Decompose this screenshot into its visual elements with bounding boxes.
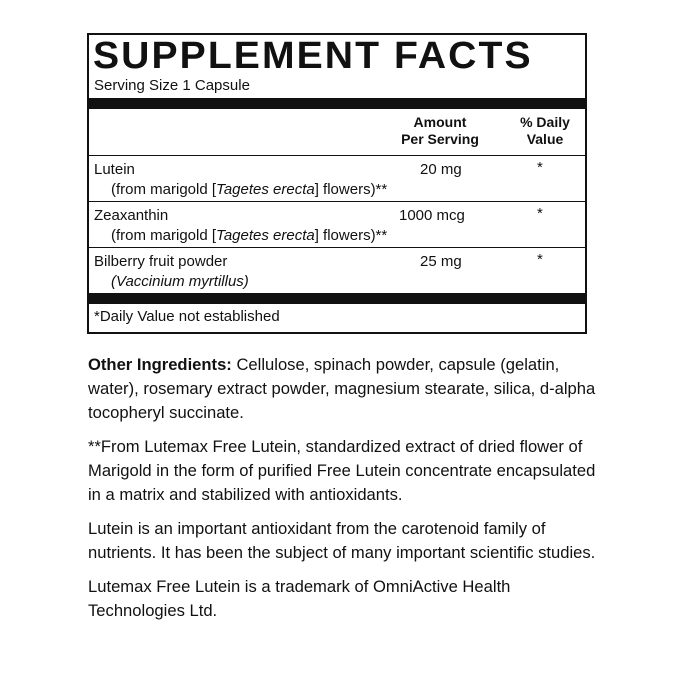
daily-value-header	[505, 114, 585, 148]
nutrient-amount: 20 mg	[420, 161, 462, 178]
lutemax-note: **From Lutemax Free Lutein, standardized extract of dried flower of Marigold in the form of purified Free Lutein concentrate encapsulated in a matrix and stabilized with antioxidants.	[88, 437, 596, 504]
nutrient-dv: *	[537, 251, 543, 268]
nutrient-name: Lutein	[94, 161, 135, 178]
nutrient-dv: *	[537, 159, 543, 176]
other-ingredients	[88, 353, 608, 425]
nutrient-amount: 25 mg	[420, 253, 462, 270]
nutrient-name: Bilberry fruit powder	[94, 253, 228, 270]
daily-value-footnote: *Daily Value not established	[94, 308, 280, 325]
supplement-facts-panel	[87, 33, 587, 334]
nutrient-source: (from marigold [Tagetes erecta] flowers)**	[111, 181, 388, 198]
label-body-text	[88, 353, 608, 633]
amount-header-line1: Amount	[413, 114, 467, 130]
nutrient-dv: *	[537, 205, 543, 222]
nutrient-row-lutein	[93, 156, 581, 201]
dv-header-line1: % Daily	[520, 114, 570, 130]
nutrient-source: (Vaccinium myrtillus)	[111, 273, 249, 290]
nutrient-source: (from marigold [Tagetes erecta] flowers)**	[111, 227, 388, 244]
other-ingredients-label: Other Ingredients:	[88, 355, 232, 374]
facts-title: SUPPLEMENT FACTS	[93, 35, 533, 77]
divider-thick	[89, 293, 585, 304]
lutein-description: Lutein is an important antioxidant from the carotenoid family of nutrients. It has been the subject of many important scientific studies.	[88, 519, 596, 562]
column-header	[93, 109, 581, 155]
nutrient-row-zeaxanthin	[93, 202, 581, 247]
amount-header	[390, 114, 490, 148]
serving-size: Serving Size 1 Capsule	[94, 77, 250, 94]
divider-thick	[89, 98, 585, 109]
dv-header-line2: Value	[526, 131, 564, 147]
other-ingredients-text: Cellulose, spinach powder, capsule (gelatin, water), rosemary extract powder, magnesium stearate, silica, d-alpha tocopheryl succinate.	[88, 355, 596, 422]
trademark-note: Lutemax Free Lutein is a trademark of OmniActive Health Technologies Ltd.	[88, 577, 511, 620]
amount-header-line2: Per Serving	[401, 131, 479, 147]
nutrient-amount: 1000 mcg	[399, 207, 465, 224]
nutrient-row-bilberry	[93, 248, 581, 293]
nutrient-name: Zeaxanthin	[94, 207, 169, 224]
